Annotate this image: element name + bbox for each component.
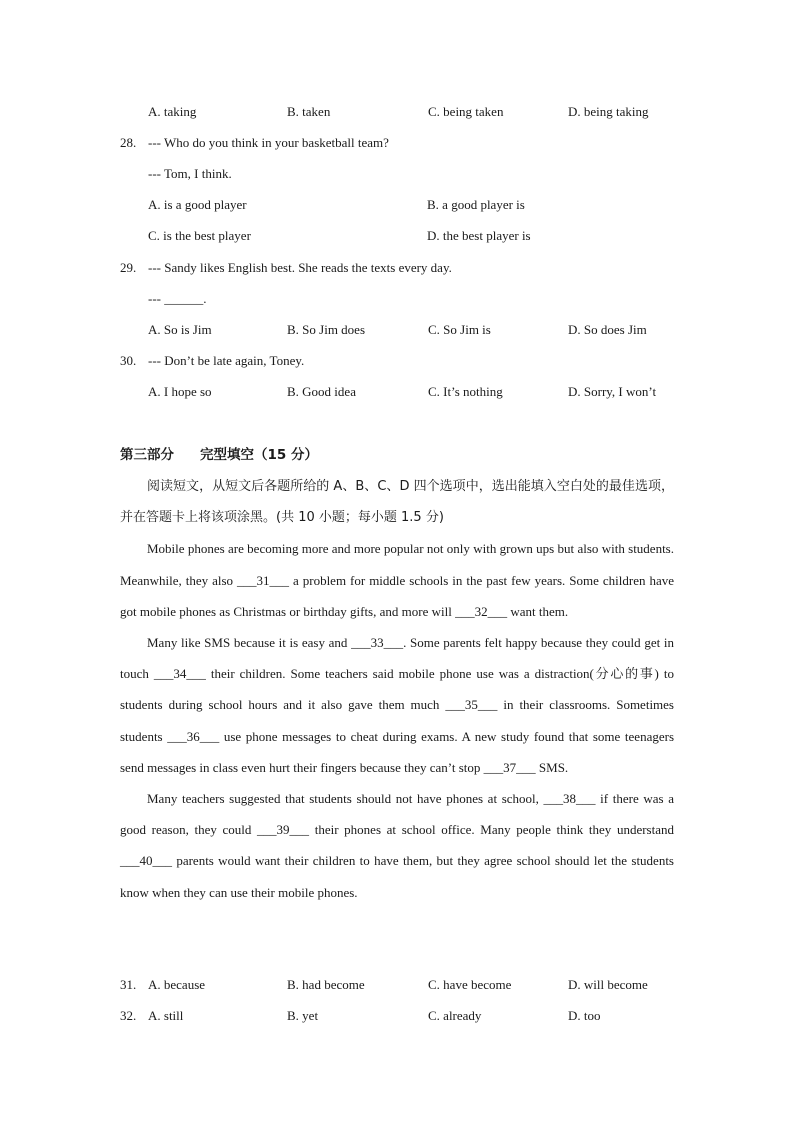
q31-option-a: A. because [148, 977, 206, 992]
q28-stem [120, 133, 676, 153]
section-title: 完型填空（15 分） [200, 447, 318, 463]
q28-response [120, 164, 676, 184]
q29-option-a: A. So is Jim [148, 322, 212, 337]
q27-option-a: A. taking [148, 104, 197, 119]
q28-options-row-1 [120, 195, 676, 215]
q30-number: 30. [120, 353, 137, 368]
q32-number: 32. [120, 1008, 137, 1023]
q31-number: 31. [120, 977, 137, 992]
q28-option-b: B. a good player is [427, 197, 525, 212]
q29-response [120, 289, 676, 309]
q29-number: 29. [120, 260, 137, 275]
q29-line1: --- Sandy likes English best. She reads the texts every day. [148, 260, 452, 275]
q32-option-a: A. still [148, 1008, 184, 1023]
q30-options-row [120, 382, 676, 402]
q28-option-d: D. the best player is [427, 228, 531, 243]
q30-option-d: D. Sorry, I won’t [568, 384, 657, 399]
q27-option-c: C. being taken [428, 104, 504, 119]
section-heading [120, 444, 318, 466]
section-instructions: 阅读短文，从短文后各题所给的 A、B、C、D 四个选项中，选出能填入空白处的最佳选项，并在答题卡上将该项涂黑。(共 10 小题；每小题 1.5 分) [120, 479, 674, 526]
q32-option-c: C. already [428, 1008, 482, 1023]
q30-option-a: A. I hope so [148, 384, 212, 399]
q28-number: 28. [120, 135, 137, 150]
q28-option-a: A. is a good player [148, 197, 247, 212]
q28-line1: --- Who do you think in your basketball team? [148, 135, 389, 150]
q29-stem [120, 258, 676, 278]
q31-row [120, 975, 676, 995]
q29-option-b: B. So Jim does [287, 322, 366, 337]
q32-row [120, 1006, 676, 1026]
q29-option-c: C. So Jim is [428, 322, 491, 337]
passage-paragraph-2: Many like SMS because it is easy and ___33___. Some parents felt happy because they could get in touch ___34___ their children. Some teachers said mobile phone use was a distraction(分心的事) to students during school hours and it also gave them much ___35___ in their classrooms. Sometimes students ___36___ use phone messages to cheat during exams. A new study found that some teenagers send messages in class even hurt their fingers because they can’t stop ___37___ SMS. [120, 635, 674, 775]
q30-option-c: C. It’s nothing [428, 384, 503, 399]
q28-options-row-2 [120, 226, 676, 246]
q28-option-c: C. is the best player [148, 228, 251, 243]
q27-option-b: B. taken [287, 104, 331, 119]
q30-stem [120, 351, 676, 371]
q31-option-d: D. will become [568, 977, 648, 992]
q30-option-b: B. Good idea [287, 384, 356, 399]
q32-option-d: D. too [568, 1008, 601, 1023]
q27-options-row [120, 102, 676, 122]
q28-line2: --- Tom, I think. [148, 166, 232, 181]
q27-option-d: D. being taking [568, 104, 649, 119]
q31-option-c: C. have become [428, 977, 512, 992]
q29-options-row [120, 320, 676, 340]
cloze-passage [120, 471, 674, 908]
passage-paragraph-3: Many teachers suggested that students should not have phones at school, ___38___ if there was a good reason, they could ___39___ their phones at school office. Many people think they understand ___40___ parents would want their children to have them, but they agree school should let the students know when they can use their mobile phones. [120, 791, 674, 900]
section-part-label: 第三部分 [120, 447, 174, 463]
q29-option-d: D. So does Jim [568, 322, 647, 337]
q31-option-b: B. had become [287, 977, 365, 992]
q29-line2: --- ______. [148, 291, 207, 306]
q30-line1: --- Don’t be late again, Toney. [148, 353, 305, 368]
passage-paragraph-1: Mobile phones are becoming more and more popular not only with grown ups but also with students. Meanwhile, they also ___31___ a problem for middle schools in the past few years. Some children have got mobile phones as Christmas or birthday gifts, and more will ___32___ want them. [120, 541, 674, 619]
q32-option-b: B. yet [287, 1008, 319, 1023]
